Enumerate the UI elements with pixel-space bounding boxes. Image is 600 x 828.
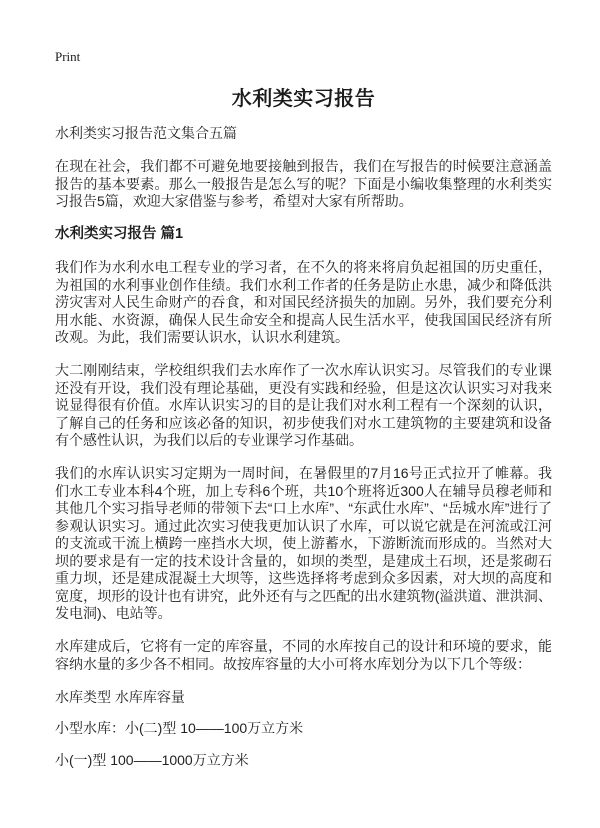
body-paragraph: 我们的水库认识实习定期为一周时间，在暑假里的7月16号正式拉开了帷幕。我们水工专业本科4个班，加上专科6个班，共10个班将近300人在辅导员穆老师和其他几个实习指导老师的带领下去“口上水库”、“东武仕水库”、“岳城水库”进行了参观认识实习。通过此次实习使我更加认识了水库，可以说它就是在河流或江河的支流或干流上横跨一座挡水大坝，使上游蓄水，下游断流而形成的。当然对大坝的要求是有一定的技术设计含量的，如坝的类型，是建成土石坝，还是浆砌石重力坝，还是建成混凝土大坝等，这些选择将考虑到众多因素，对大坝的高度和宽度，坝形的设计也有讲究，此外还有与之匹配的出水建筑物(溢洪道、泄洪洞、发电洞)、电站等。: [55, 465, 552, 621]
intro-paragraph: 在现在社会，我们都不可避免地要接触到报告，我们在写报告的时候要注意涵盖报告的基本要素。那么一般报告是怎么写的呢？下面是小编收集整理的水利类实习报告5篇，欢迎大家借鉴与参考，希望对大家有所帮助。: [55, 158, 552, 209]
document-subtitle: 水利类实习报告范文集合五篇: [55, 125, 237, 141]
section-heading: 水利类实习报告 篇1: [55, 226, 184, 242]
body-paragraph: 水库建成后，它将有一定的库容量，不同的水库按自己的设计和环境的要求，能容纳水量的多少各不相同。故按库容量的大小可将水库划分为以下几个等级：: [55, 638, 552, 672]
capacity-line: 小型水库：小(二)型 10——100万立方米: [55, 720, 304, 736]
body-paragraph: 我们作为水利水电工程专业的学习者，在不久的将来将肩负起祖国的历史重任，为祖国的水利事业创作佳绩。我们水利工作者的任务是防止水患，减少和降低洪涝灾害对人民生命财产的吞食，和对国民经济损失的加剧。另外，我们要充分利用水能、水资源，确保人民生命安全和提高人民生活水平，使我国国民经济有所改观。为此，我们需要认识水，认识水利建筑。: [55, 259, 552, 345]
page-title: 水利类实习报告: [231, 88, 376, 110]
capacity-line: 小(一)型 100——1000万立方米: [55, 751, 249, 768]
body-paragraph: 大二刚刚结束，学校组织我们去水库作了一次水库认识实习。尽管我们的专业课还没有开设，我们没有理论基础，更没有实践和经验，但是这次认识实习对我来说显得很有价值。水库认识实习的目的是让我们对水利工程有一个深刻的认识，了解自己的任务和应该必备的知识，初步使我们对水工建筑物的主要建筑和设备有个感性认识，为我们以后的专业课学习作基础。: [55, 362, 552, 448]
capacity-header-line: 水库类型 水库库容量: [55, 688, 185, 705]
print-button[interactable]: Print: [55, 49, 81, 64]
